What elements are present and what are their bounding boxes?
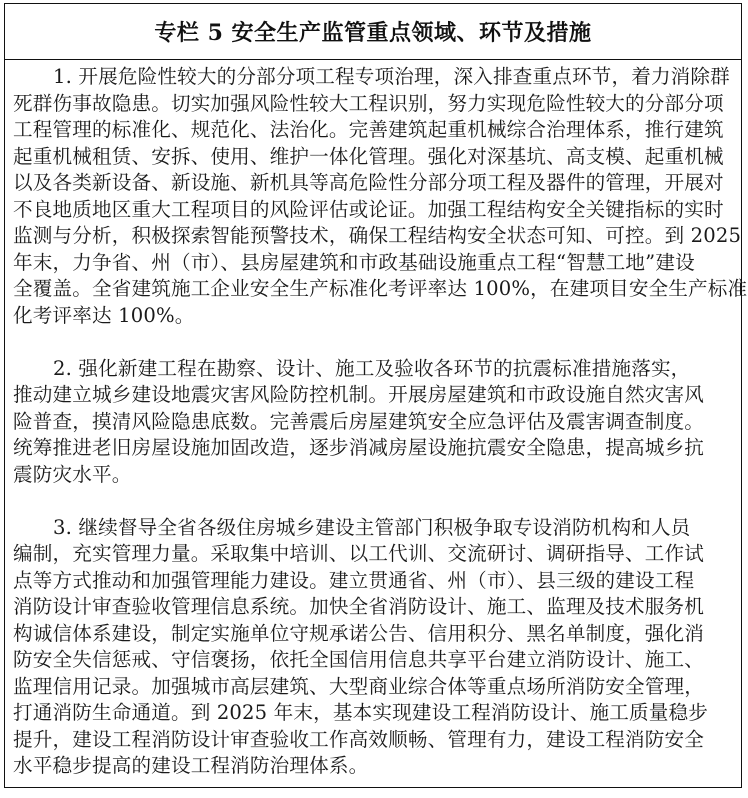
text-line: 震防灾水平。 xyxy=(13,462,132,486)
paragraph-2 xyxy=(13,356,741,489)
paragraph-1 xyxy=(13,64,748,329)
text-line: 年末，力争省、州（市）、县房屋建筑和市政基础设施重点工程“智慧工地”建设 xyxy=(13,250,695,274)
text-line: 打通消防生命通道。到 2025 年末，基本实现建设工程消防设计、施工质量稳步 xyxy=(13,701,709,724)
text-line: 起重机械租赁、安拆、使用、维护一体化管理。强化对深基坑、高支模、起重机械 xyxy=(13,144,724,168)
column-box xyxy=(4,3,748,788)
text-line: 消防设计审查验收管理信息系统。加快全省消防设计、施工、监理及技术服务机 xyxy=(13,595,705,618)
column-header xyxy=(5,4,741,60)
text-line: 不良地质地区重大工程项目的风险评估或论证。加强工程结构安全关键指标的实时 xyxy=(13,197,724,221)
text-line: 2. 强化新建工程在勘察、设计、施工及验收各环节的抗震标准措施落实， xyxy=(53,356,691,380)
text-line: 监理信用记录。加强城市高层建筑、大型商业综合体等重点场所消防安全管理， xyxy=(13,674,705,698)
text-line: 防安全失信惩戒、守信褒扬，依托全国信用信息共享平台建立消防设计、施工、 xyxy=(13,648,705,671)
text-line: 全覆盖。全省建筑施工企业安全生产标准化考评率达 100%，在建项目安全生产标准 xyxy=(13,277,748,300)
text-line: 工程管理的标准化、规范化、法治化。完善建筑起重机械综合治理体系，推行建筑 xyxy=(13,118,724,141)
text-line: 提升，建设工程消防设计审查验收工作高效顺畅、管理有力，建设工程消防安全 xyxy=(13,727,705,751)
text-line: 编制，充实管理力量。采取集中培训、以工代训、交流研讨、调研指导、工作试 xyxy=(13,542,705,565)
text-line: 构诚信体系建设，制定实施单位守规承诺公告、信用积分、黑名单制度，强化消 xyxy=(13,621,705,645)
text-line: 推动建立城乡建设地震灾害风险防控机制。开展房屋建筑和市政设施自然灾害风 xyxy=(13,383,705,406)
paragraph-3 xyxy=(13,515,741,780)
text-line: 1. 开展危险性较大的分部分项工程专项治理，深入排查重点环节，着力消除群 xyxy=(53,65,730,88)
text-line: 以及各类新设备、新设施、新机具等高危险性分部分项工程及器件的管理，开展对 xyxy=(13,171,724,194)
text-line: 点等方式推动和加强管理能力建设。建立贯通省、州（市）、县三级的建设工程 xyxy=(13,568,695,592)
column-title: 专栏 5 安全生产监管重点领域、环节及措施 xyxy=(154,20,592,46)
text-line: 死群伤事故隐患。切实加强风险性较大工程识别，努力实现危险性较大的分部分项 xyxy=(13,91,724,115)
text-line: 统筹推进老旧房屋设施加固改造，逐步消减房屋设施抗震安全隐患，提高城乡抗 xyxy=(13,436,705,459)
text-line: 化考评率达 100%。 xyxy=(13,303,195,327)
column-body xyxy=(5,60,748,780)
text-line: 险普查，摸清风险隐患底数。完善震后房屋建筑安全应急评估及震害调查制度。 xyxy=(13,409,705,433)
text-line: 监测与分析，积极探索智能预警技术，确保工程结构安全状态可知、可控。到 2025 xyxy=(13,224,742,247)
text-line: 水平稳步提高的建设工程消防治理体系。 xyxy=(13,754,369,777)
text-line: 3. 继续督导全省各级住房城乡建设主管部门积极争取专设消防机构和人员 xyxy=(53,515,691,539)
